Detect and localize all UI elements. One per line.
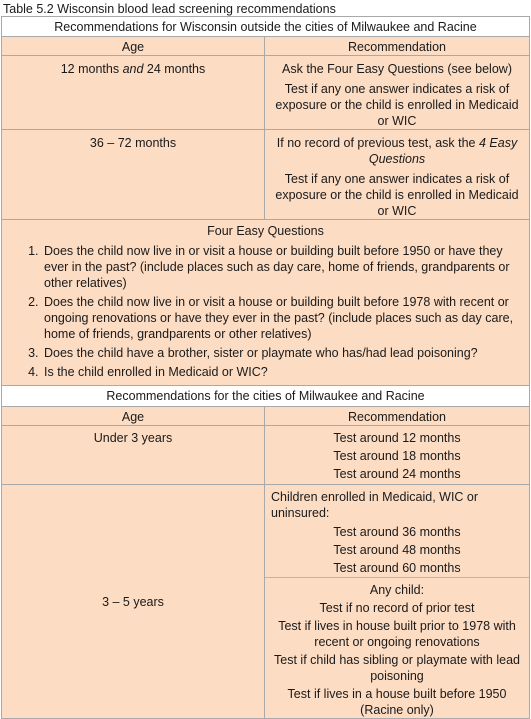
age-text: 12 months (60, 62, 123, 76)
test-item: Test if child has sibling or playmate with lead poisoning (274, 653, 520, 683)
medicaid-group (265, 485, 529, 577)
section2-row2-recommendation (265, 485, 530, 719)
test-item: Test if lives in house built prior to 1978 with recent or ongoing renovations (278, 619, 516, 649)
recommendation-line (265, 135, 529, 167)
section1-age-header: Age (2, 37, 265, 56)
section1-recommendation-header: Recommendation (265, 37, 530, 56)
group-header: Children enrolled in Medicaid, WIC or uninsured: (271, 490, 479, 520)
section2-row1-recommendation (265, 426, 530, 485)
test-item: Test around 12 months (333, 431, 461, 445)
four-easy-questions (2, 220, 530, 386)
test-item: Test if no record of prior test (319, 601, 475, 615)
section1-row2-recommendation (265, 130, 530, 220)
section1-title: Recommendations for Wisconsin outside the cities of Milwaukee and Racine (2, 17, 530, 37)
questions-list (2, 243, 529, 380)
question-item: 1. Does the child now live in or visit a house or building built before 1950 or have they ever in the past? (include places such as day care, home of friends, grandparents or other relatives) (42, 243, 523, 291)
section1-row2-age: 36 – 72 months (2, 130, 265, 220)
table-caption: Table 5.2 Wisconsin blood lead screening recommendations (3, 2, 336, 16)
questions-title: Four Easy Questions (207, 224, 324, 238)
section2-recommendation-header: Recommendation (265, 407, 530, 426)
section2-row2-age: 3 – 5 years (2, 485, 265, 719)
recommendation-text: If no record of previous test, ask the (276, 136, 479, 150)
section2-row1-age: Under 3 years (2, 426, 265, 485)
table-milwaukee-racine (1, 385, 530, 719)
test-item: Test around 60 months (333, 561, 461, 575)
recommendation-emphasis: 4 Easy Questions (368, 136, 518, 166)
recommendation-line: Test if any one answer indicates a risk of exposure or the child is enrolled in Medicaid or WIC (275, 172, 519, 218)
age-text: 24 months (143, 62, 206, 76)
group-header: Any child: (369, 583, 425, 597)
section2-age-header: Age (2, 407, 265, 426)
test-item: Test around 24 months (333, 467, 461, 481)
question-item: 2. Does the child now live in or visit a house or building built before 1978 with recent or ongoing renovations or have they ever in the past? (include places such as day care, home of friends, grandparents or other relatives) (42, 294, 523, 342)
recommendation-line: Ask the Four Easy Questions (see below) (282, 62, 512, 76)
age-conjunction: and (122, 62, 144, 76)
test-item: Test around 48 months (333, 543, 461, 557)
section1-row1-age (2, 56, 265, 130)
test-item: Test if lives in a house built before 1950 (Racine only) (287, 687, 507, 717)
question-item: 3. Does the child have a brother, sister or playmate who has/had lead poisoning? (42, 345, 523, 361)
test-item: Test around 18 months (333, 449, 461, 463)
recommendation-line: Test if any one answer indicates a risk of exposure or the child is enrolled in Medicaid or WIC (275, 82, 519, 128)
table-outside-milwaukee-racine (1, 16, 530, 386)
test-item: Test around 36 months (333, 525, 461, 539)
section2-title: Recommendations for the cities of Milwaukee and Racine (2, 386, 530, 407)
section1-row1-recommendation (265, 56, 530, 130)
any-child-group (265, 577, 529, 718)
question-item: 4. Is the child enrolled in Medicaid or WIC? (42, 364, 523, 380)
